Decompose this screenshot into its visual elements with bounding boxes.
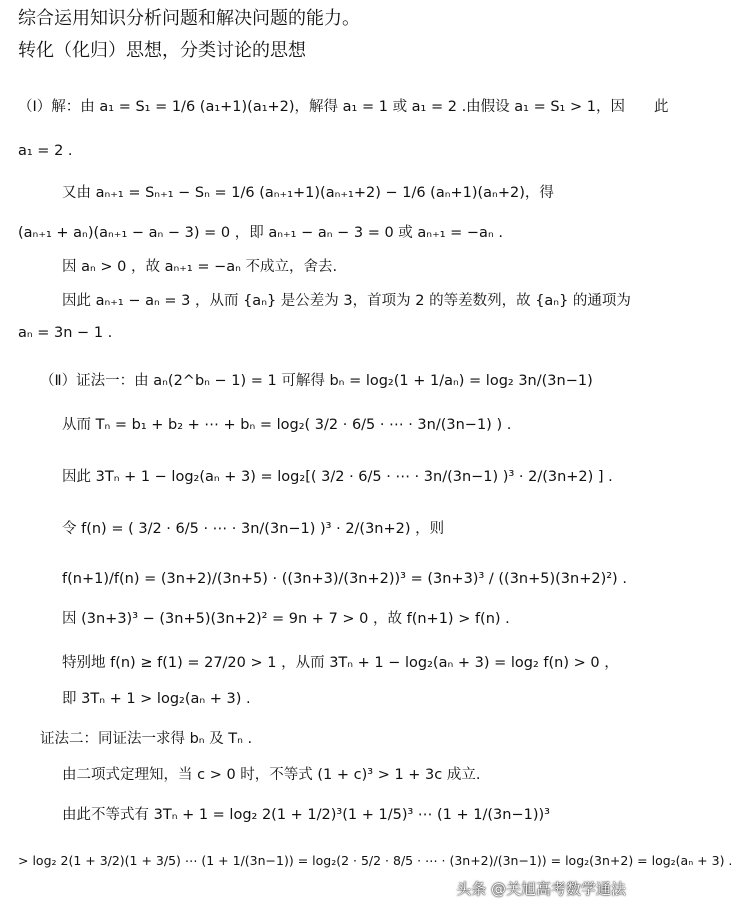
- line-15: 因 (3n+3)³ − (3n+5)(3n+2)² = 9n + 7 > 0 ，故 f(n+1) > f(n) .: [62, 611, 510, 627]
- line-2: 转化（化归）思想，分类讨论的思想: [18, 40, 306, 61]
- line-1: 综合运用知识分析问题和解决问题的能力。: [18, 8, 360, 29]
- watermark-label: 头条 @关旭高考数学通法: [456, 880, 626, 898]
- line-11: 从而 Tₙ = b₁ + b₂ + ⋯ + bₙ = log₂( 3/2 · 6/5 · ⋯ · 3n/(3n−1) ) .: [62, 417, 512, 433]
- line-8: 因此 aₙ₊₁ − aₙ = 3 ，从而 {aₙ} 是公差为 3，首项为 2 的等差数列，故 {aₙ} 的通项为: [62, 293, 631, 309]
- line-5: 又由 aₙ₊₁ = Sₙ₊₁ − Sₙ = 1/6 (aₙ₊₁+1)(aₙ₊₁+2) − 1/6 (aₙ+1)(aₙ+2)，得: [62, 185, 554, 201]
- line-14: f(n+1)/f(n) = (3n+2)/(3n+5) · ((3n+3)/(3n+2))³ = (3n+3)³ / ((3n+5)(3n+2)²) .: [62, 571, 627, 587]
- line-13: 令 f(n) = ( 3/2 · 6/5 · ⋯ · 3n/(3n−1) )³ · 2/(3n+2) ，则: [62, 521, 445, 537]
- line-10: （Ⅱ）证法一：由 aₙ(2^bₙ − 1) = 1 可解得 bₙ = log₂(1 + 1/aₙ) = log₂ 3n/(3n−1): [40, 373, 593, 389]
- line-7: 因 aₙ > 0 ，故 aₙ₊₁ = −aₙ 不成立，舍去.: [62, 259, 338, 275]
- line-3: （Ⅰ）解：由 a₁ = S₁ = 1/6 (a₁+1)(a₁+2)，解得 a₁ = 1 或 a₁ = 2 .由假设 a₁ = S₁ > 1，因 此: [18, 99, 669, 115]
- line-21: > log₂ 2(1 + 3/2)(1 + 3/5) ⋯ (1 + 1/(3n−1)) = log₂(2 · 5/2 · 8/5 · ⋯ · (3n+2)/(3n−1)) = log₂(3n+2) = log₂(aₙ + 3) .: [18, 853, 732, 868]
- line-4: a₁ = 2 .: [18, 143, 73, 159]
- line-20: 由此不等式有 3Tₙ + 1 = log₂ 2(1 + 1/2)³(1 + 1/5)³ ⋯ (1 + 1/(3n−1))³: [62, 807, 550, 823]
- line-17: 即 3Tₙ + 1 > log₂(aₙ + 3) .: [62, 691, 251, 707]
- line-9: aₙ = 3n − 1 .: [18, 325, 113, 341]
- line-16: 特别地 f(n) ≥ f(1) = 27/20 > 1 ，从而 3Tₙ + 1 − log₂(aₙ + 3) = log₂ f(n) > 0 ，: [62, 655, 619, 671]
- line-18: 证法二：同证法一求得 bₙ 及 Tₙ .: [40, 731, 253, 747]
- line-6: (aₙ₊₁ + aₙ)(aₙ₊₁ − aₙ − 3) = 0 ，即 aₙ₊₁ − aₙ − 3 = 0 或 aₙ₊₁ = −aₙ .: [18, 225, 503, 241]
- line-12: 因此 3Tₙ + 1 − log₂(aₙ + 3) = log₂[( 3/2 · 6/5 · ⋯ · 3n/(3n−1) )³ · 2/(3n+2) ] .: [62, 469, 613, 485]
- line-19: 由二项式定理知，当 c > 0 时，不等式 (1 + c)³ > 1 + 3c 成立.: [62, 767, 481, 783]
